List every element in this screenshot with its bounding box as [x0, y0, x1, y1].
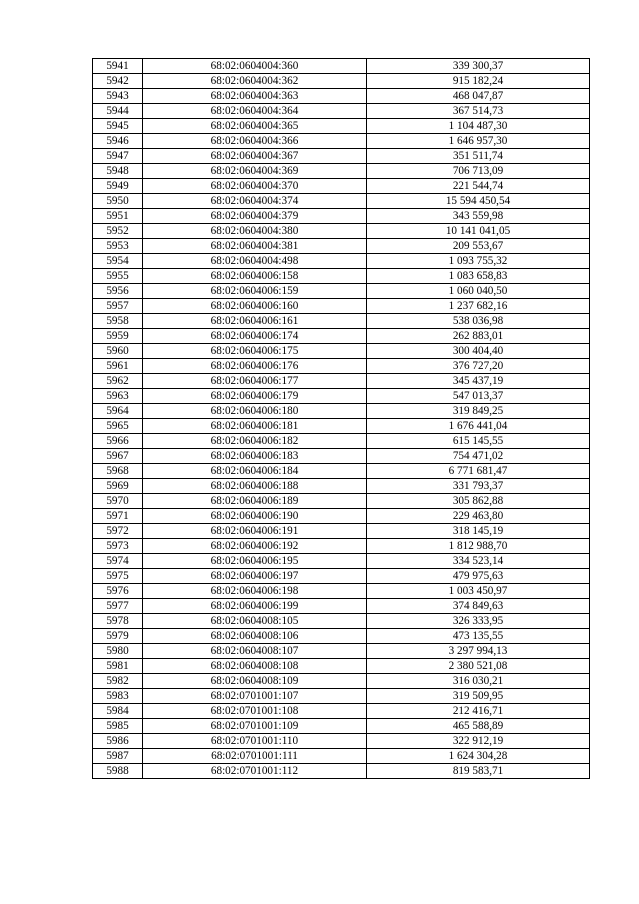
cadastral-value-cell: 473 135,55 — [367, 629, 590, 644]
cadastral-number-cell: 68:02:0604004:362 — [143, 74, 367, 89]
cadastral-number-cell: 68:02:0604008:106 — [143, 629, 367, 644]
row-number-cell: 5979 — [93, 629, 143, 644]
cadastral-value-cell: 465 588,89 — [367, 719, 590, 734]
cadastral-value-table — [92, 58, 590, 779]
cadastral-number-cell: 68:02:0604006:198 — [143, 584, 367, 599]
cadastral-value-cell: 339 300,37 — [367, 59, 590, 74]
cadastral-value-cell: 334 523,14 — [367, 554, 590, 569]
cadastral-value-cell: 343 559,98 — [367, 209, 590, 224]
cadastral-value-cell: 351 511,74 — [367, 149, 590, 164]
table-row — [93, 224, 590, 239]
cadastral-number-cell: 68:02:0604006:183 — [143, 449, 367, 464]
row-number-cell: 5947 — [93, 149, 143, 164]
cadastral-value-cell: 319 849,25 — [367, 404, 590, 419]
row-number-cell: 5974 — [93, 554, 143, 569]
cadastral-number-cell: 68:02:0701001:109 — [143, 719, 367, 734]
cadastral-number-cell: 68:02:0701001:112 — [143, 764, 367, 779]
cadastral-number-cell: 68:02:0604006:181 — [143, 419, 367, 434]
cadastral-value-cell: 2 380 521,08 — [367, 659, 590, 674]
table-row — [93, 614, 590, 629]
cadastral-value-cell: 10 141 041,05 — [367, 224, 590, 239]
cadastral-value-cell: 209 553,67 — [367, 239, 590, 254]
cadastral-number-cell: 68:02:0604006:175 — [143, 344, 367, 359]
cadastral-number-cell: 68:02:0604008:108 — [143, 659, 367, 674]
table-row — [93, 764, 590, 779]
cadastral-number-cell: 68:02:0604006:191 — [143, 524, 367, 539]
table-row — [93, 374, 590, 389]
cadastral-value-cell: 331 793,37 — [367, 479, 590, 494]
table-row — [93, 299, 590, 314]
cadastral-number-cell: 68:02:0604004:370 — [143, 179, 367, 194]
row-number-cell: 5968 — [93, 464, 143, 479]
row-number-cell: 5978 — [93, 614, 143, 629]
cadastral-value-cell: 1 093 755,32 — [367, 254, 590, 269]
cadastral-number-cell: 68:02:0604006:189 — [143, 494, 367, 509]
row-number-cell: 5985 — [93, 719, 143, 734]
cadastral-value-cell: 318 145,19 — [367, 524, 590, 539]
table-row — [93, 554, 590, 569]
table-row — [93, 434, 590, 449]
cadastral-number-cell: 68:02:0604006:176 — [143, 359, 367, 374]
row-number-cell: 5965 — [93, 419, 143, 434]
row-number-cell: 5983 — [93, 689, 143, 704]
table-row — [93, 689, 590, 704]
row-number-cell: 5946 — [93, 134, 143, 149]
cadastral-number-cell: 68:02:0604006:177 — [143, 374, 367, 389]
table-row — [93, 254, 590, 269]
row-number-cell: 5945 — [93, 119, 143, 134]
row-number-cell: 5963 — [93, 389, 143, 404]
cadastral-number-cell: 68:02:0604006:159 — [143, 284, 367, 299]
table-row — [93, 344, 590, 359]
cadastral-value-cell: 615 145,55 — [367, 434, 590, 449]
cadastral-value-cell: 1 104 487,30 — [367, 119, 590, 134]
row-number-cell: 5949 — [93, 179, 143, 194]
cadastral-number-cell: 68:02:0604006:192 — [143, 539, 367, 554]
row-number-cell: 5984 — [93, 704, 143, 719]
table-row — [93, 629, 590, 644]
row-number-cell: 5948 — [93, 164, 143, 179]
cadastral-number-cell: 68:02:0604006:174 — [143, 329, 367, 344]
table-row — [93, 389, 590, 404]
row-number-cell: 5954 — [93, 254, 143, 269]
cadastral-value-cell: 1 624 304,28 — [367, 749, 590, 764]
table-row — [93, 329, 590, 344]
row-number-cell: 5987 — [93, 749, 143, 764]
cadastral-number-cell: 68:02:0604004:374 — [143, 194, 367, 209]
cadastral-value-cell: 754 471,02 — [367, 449, 590, 464]
table-row — [93, 509, 590, 524]
table-row — [93, 719, 590, 734]
row-number-cell: 5944 — [93, 104, 143, 119]
table-row — [93, 119, 590, 134]
cadastral-number-cell: 68:02:0604008:107 — [143, 644, 367, 659]
row-number-cell: 5958 — [93, 314, 143, 329]
cadastral-value-cell: 316 030,21 — [367, 674, 590, 689]
row-number-cell: 5957 — [93, 299, 143, 314]
row-number-cell: 5969 — [93, 479, 143, 494]
cadastral-value-cell: 468 047,87 — [367, 89, 590, 104]
cadastral-value-cell: 262 883,01 — [367, 329, 590, 344]
table-row — [93, 59, 590, 74]
table-row — [93, 239, 590, 254]
row-number-cell: 5964 — [93, 404, 143, 419]
row-number-cell: 5955 — [93, 269, 143, 284]
row-number-cell: 5980 — [93, 644, 143, 659]
table-row — [93, 179, 590, 194]
cadastral-number-cell: 68:02:0604006:188 — [143, 479, 367, 494]
table-row — [93, 74, 590, 89]
cadastral-number-cell: 68:02:0604004:363 — [143, 89, 367, 104]
table-row — [93, 464, 590, 479]
table-row — [93, 89, 590, 104]
cadastral-value-cell: 1 083 658,83 — [367, 269, 590, 284]
cadastral-value-cell: 3 297 994,13 — [367, 644, 590, 659]
row-number-cell: 5977 — [93, 599, 143, 614]
row-number-cell: 5961 — [93, 359, 143, 374]
row-number-cell: 5967 — [93, 449, 143, 464]
cadastral-value-cell: 1 676 441,04 — [367, 419, 590, 434]
cadastral-number-cell: 68:02:0604004:498 — [143, 254, 367, 269]
row-number-cell: 5966 — [93, 434, 143, 449]
cadastral-number-cell: 68:02:0604006:184 — [143, 464, 367, 479]
table-row — [93, 659, 590, 674]
row-number-cell: 5973 — [93, 539, 143, 554]
cadastral-number-cell: 68:02:0604008:109 — [143, 674, 367, 689]
table-row — [93, 419, 590, 434]
cadastral-number-cell: 68:02:0701001:108 — [143, 704, 367, 719]
cadastral-value-cell: 547 013,37 — [367, 389, 590, 404]
row-number-cell: 5952 — [93, 224, 143, 239]
cadastral-value-cell: 322 912,19 — [367, 734, 590, 749]
cadastral-number-cell: 68:02:0604006:182 — [143, 434, 367, 449]
cadastral-value-cell: 1 060 040,50 — [367, 284, 590, 299]
cadastral-number-cell: 68:02:0604006:195 — [143, 554, 367, 569]
cadastral-number-cell: 68:02:0604006:160 — [143, 299, 367, 314]
cadastral-number-cell: 68:02:0604006:158 — [143, 269, 367, 284]
row-number-cell: 5962 — [93, 374, 143, 389]
cadastral-value-cell: 479 975,63 — [367, 569, 590, 584]
table-row — [93, 134, 590, 149]
table-row — [93, 674, 590, 689]
table-row — [93, 749, 590, 764]
row-number-cell: 5981 — [93, 659, 143, 674]
row-number-cell: 5986 — [93, 734, 143, 749]
cadastral-value-cell: 300 404,40 — [367, 344, 590, 359]
table-row — [93, 359, 590, 374]
cadastral-value-cell: 212 416,71 — [367, 704, 590, 719]
row-number-cell: 5971 — [93, 509, 143, 524]
table-row — [93, 209, 590, 224]
table-row — [93, 149, 590, 164]
row-number-cell: 5953 — [93, 239, 143, 254]
cadastral-number-cell: 68:02:0604004:360 — [143, 59, 367, 74]
cadastral-value-cell: 1 812 988,70 — [367, 539, 590, 554]
cadastral-number-cell: 68:02:0701001:107 — [143, 689, 367, 704]
row-number-cell: 5950 — [93, 194, 143, 209]
cadastral-value-cell: 819 583,71 — [367, 764, 590, 779]
cadastral-value-cell: 1 003 450,97 — [367, 584, 590, 599]
table-row — [93, 314, 590, 329]
row-number-cell: 5970 — [93, 494, 143, 509]
table-row — [93, 479, 590, 494]
table-row — [93, 524, 590, 539]
table-row — [93, 404, 590, 419]
table-row — [93, 584, 590, 599]
cadastral-value-cell: 367 514,73 — [367, 104, 590, 119]
row-number-cell: 5976 — [93, 584, 143, 599]
cadastral-number-cell: 68:02:0604004:379 — [143, 209, 367, 224]
table-row — [93, 449, 590, 464]
cadastral-value-cell: 1 646 957,30 — [367, 134, 590, 149]
table-row — [93, 599, 590, 614]
row-number-cell: 5975 — [93, 569, 143, 584]
table-row — [93, 539, 590, 554]
row-number-cell: 5951 — [93, 209, 143, 224]
cadastral-number-cell: 68:02:0604004:364 — [143, 104, 367, 119]
row-number-cell: 5972 — [93, 524, 143, 539]
cadastral-value-cell: 15 594 450,54 — [367, 194, 590, 209]
table-row — [93, 569, 590, 584]
table-row — [93, 494, 590, 509]
cadastral-value-cell: 706 713,09 — [367, 164, 590, 179]
table-row — [93, 164, 590, 179]
cadastral-number-cell: 68:02:0604004:380 — [143, 224, 367, 239]
cadastral-value-cell: 915 182,24 — [367, 74, 590, 89]
cadastral-number-cell: 68:02:0604006:190 — [143, 509, 367, 524]
row-number-cell: 5982 — [93, 674, 143, 689]
cadastral-number-cell: 68:02:0604004:369 — [143, 164, 367, 179]
table-row — [93, 194, 590, 209]
cadastral-value-cell: 6 771 681,47 — [367, 464, 590, 479]
cadastral-number-cell: 68:02:0701001:110 — [143, 734, 367, 749]
row-number-cell: 5960 — [93, 344, 143, 359]
table-row — [93, 734, 590, 749]
cadastral-number-cell: 68:02:0604006:180 — [143, 404, 367, 419]
cadastral-value-cell: 326 333,95 — [367, 614, 590, 629]
cadastral-value-cell: 319 509,95 — [367, 689, 590, 704]
table-row — [93, 704, 590, 719]
table-body — [93, 59, 590, 779]
cadastral-value-cell: 221 544,74 — [367, 179, 590, 194]
row-number-cell: 5959 — [93, 329, 143, 344]
table-row — [93, 269, 590, 284]
cadastral-number-cell: 68:02:0604004:367 — [143, 149, 367, 164]
cadastral-number-cell: 68:02:0604008:105 — [143, 614, 367, 629]
cadastral-value-cell: 229 463,80 — [367, 509, 590, 524]
cadastral-value-cell: 538 036,98 — [367, 314, 590, 329]
cadastral-number-cell: 68:02:0701001:111 — [143, 749, 367, 764]
cadastral-number-cell: 68:02:0604004:366 — [143, 134, 367, 149]
cadastral-value-cell: 305 862,88 — [367, 494, 590, 509]
table-row — [93, 284, 590, 299]
cadastral-number-cell: 68:02:0604006:197 — [143, 569, 367, 584]
row-number-cell: 5956 — [93, 284, 143, 299]
table-row — [93, 644, 590, 659]
cadastral-number-cell: 68:02:0604004:365 — [143, 119, 367, 134]
row-number-cell: 5988 — [93, 764, 143, 779]
cadastral-value-cell: 374 849,63 — [367, 599, 590, 614]
cadastral-value-cell: 376 727,20 — [367, 359, 590, 374]
row-number-cell: 5941 — [93, 59, 143, 74]
cadastral-value-cell: 345 437,19 — [367, 374, 590, 389]
cadastral-number-cell: 68:02:0604004:381 — [143, 239, 367, 254]
cadastral-number-cell: 68:02:0604006:179 — [143, 389, 367, 404]
cadastral-number-cell: 68:02:0604006:161 — [143, 314, 367, 329]
row-number-cell: 5943 — [93, 89, 143, 104]
cadastral-number-cell: 68:02:0604006:199 — [143, 599, 367, 614]
table-row — [93, 104, 590, 119]
cadastral-value-cell: 1 237 682,16 — [367, 299, 590, 314]
row-number-cell: 5942 — [93, 74, 143, 89]
